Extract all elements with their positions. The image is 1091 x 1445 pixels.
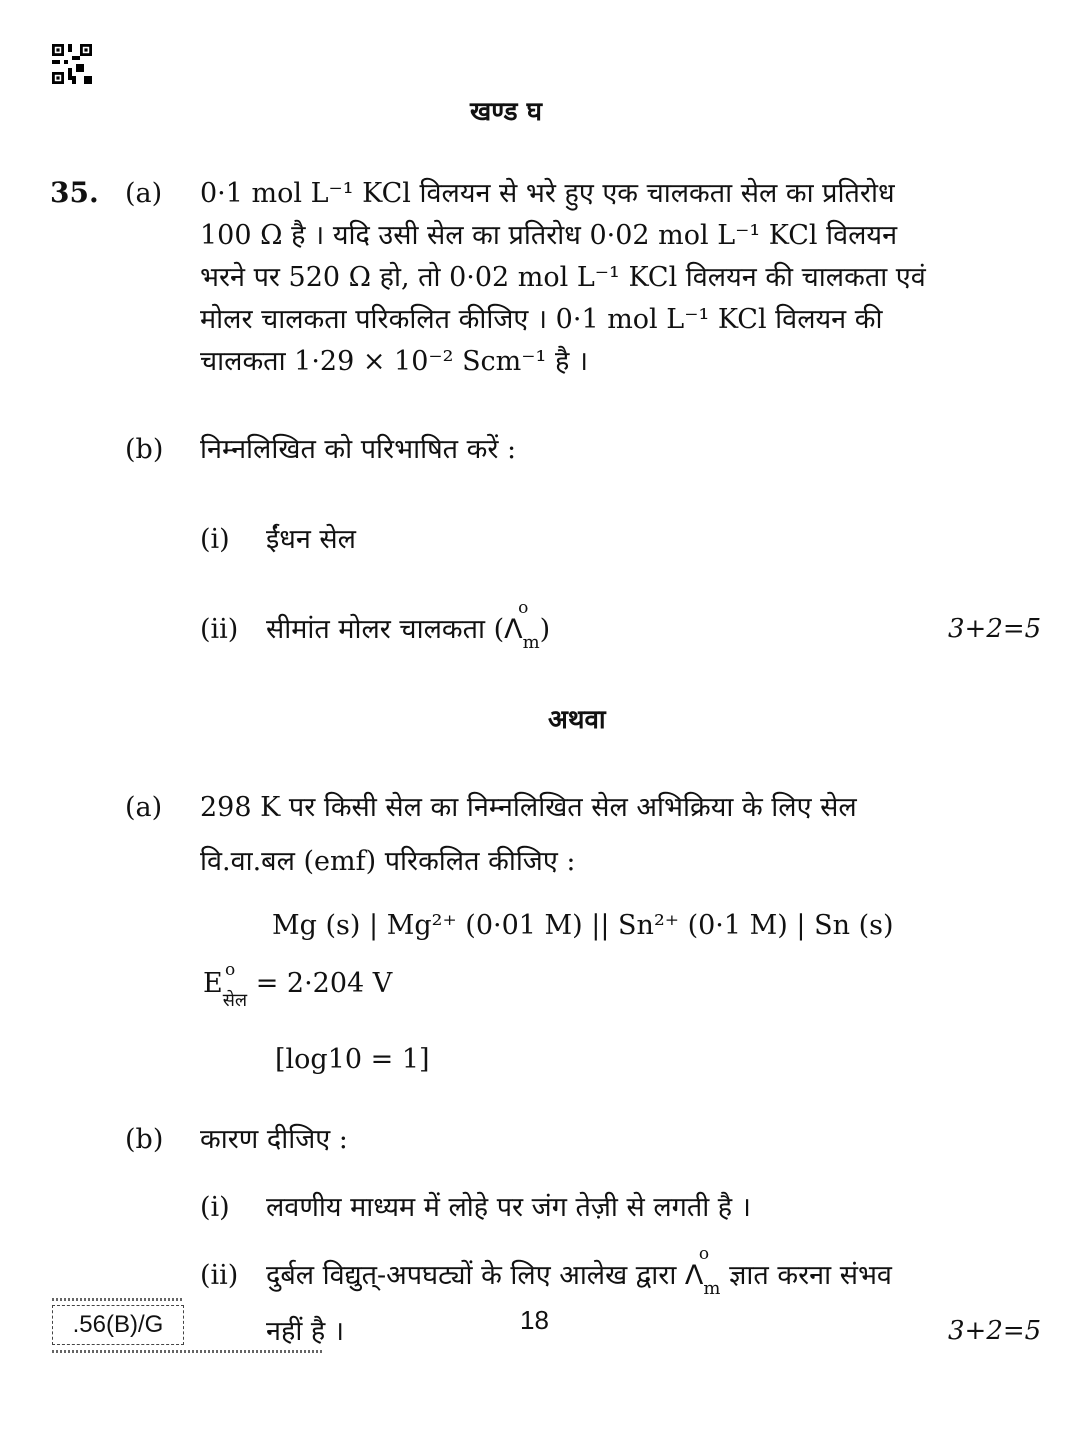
e-cell-standard: E o $_{सेल}$ = 2·204 V	[203, 960, 393, 1011]
alt-a-label: (a)	[125, 792, 163, 823]
part-a-label: (a)	[125, 178, 163, 209]
alt-b-ii-text-cont: नहीं है ।	[266, 1316, 345, 1347]
alt-a-line-2: वि.वा.बल (emf) परिकलित कीजिए :	[200, 846, 576, 877]
part-a-line-5: चालकता 1·29 × 10⁻² Scm⁻¹ है ।	[200, 346, 589, 377]
alt-b-label: (b)	[125, 1124, 164, 1155]
section-title: खण्ड घ	[470, 97, 542, 127]
log-hint: [log10 = 1]	[275, 1044, 430, 1075]
cell-notation: Mg (s) | Mg²⁺ (0·01 M) || Sn²⁺ (0·1 M) | Sn (s)	[272, 910, 894, 941]
alt-b-i-text: लवणीय माध्यम में लोहे पर जंग तेज़ी से लगती है ।	[266, 1192, 751, 1223]
alt-a-line-1: 298 K पर किसी सेल का निम्नलिखित सेल अभिक्रिया के लिए सेल	[200, 792, 857, 823]
question-number: 35.	[50, 176, 99, 209]
part-b-i-label: (i)	[200, 524, 230, 555]
part-b-label: (b)	[125, 434, 164, 465]
part-b-ii-label: (ii)	[200, 614, 239, 645]
lambda-symbol-2: Λ o $_m$	[684, 1244, 721, 1299]
part-b-text: निम्नलिखित को परिभाषित करें :	[200, 434, 517, 465]
part-a-line-1: 0·1 mol L⁻¹ KCl विलयन से भरे हुए एक चालकता सेल का प्रतिरोध	[200, 178, 895, 209]
alt-b-ii-text: दुर्बल विद्युत्-अपघट्यों के लिए आलेख द्वारा Λ o $_m$ ज्ञात करना संभव	[266, 1244, 892, 1299]
footer-strip-top	[52, 1298, 182, 1301]
part-a-line-4: मोलर चालकता परिकलित कीजिए । 0·1 mol L⁻¹ KCl विलयन की	[200, 304, 883, 335]
part-a-line-3: भरने पर 520 Ω हो, तो 0·02 mol L⁻¹ KCl विलयन की चालकता एवं	[200, 262, 926, 293]
marks-1: 3+2=5	[948, 614, 1042, 644]
alt-b-i-label: (i)	[200, 1192, 230, 1223]
part-a-line-2: 100 Ω है । यदि उसी सेल का प्रतिरोध 0·02 mol L⁻¹ KCl विलयन	[200, 220, 898, 251]
marks-2: 3+2=5	[948, 1316, 1042, 1346]
paper-code: .56(B)/G	[52, 1305, 184, 1345]
alt-b-text: कारण दीजिए :	[200, 1124, 348, 1155]
part-b-i-text: ईंधन सेल	[266, 524, 356, 555]
footer-strip-bottom	[52, 1350, 322, 1353]
page-number: 18	[520, 1305, 549, 1335]
part-b-ii-words: सीमांत मोलर चालकता (	[266, 614, 505, 645]
part-b-ii-text: सीमांत मोलर चालकता (Λ o $_m$)	[266, 598, 551, 653]
alt-b-ii-label: (ii)	[200, 1260, 239, 1291]
qr-code	[52, 44, 92, 84]
or-label: अथवा	[548, 705, 606, 735]
lambda-symbol: Λ o $_m$	[504, 598, 540, 653]
